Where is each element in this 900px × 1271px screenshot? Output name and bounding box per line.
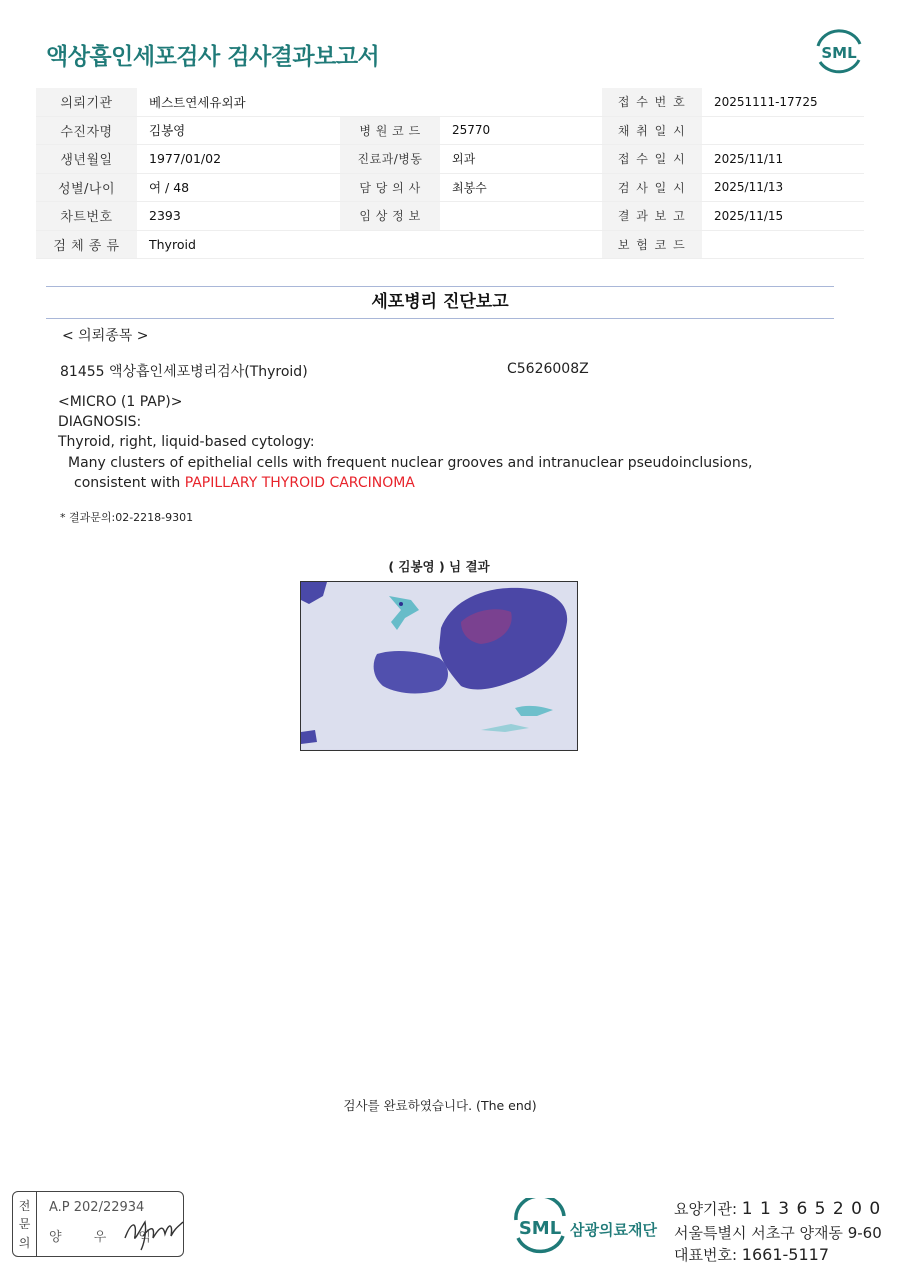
stamp-physician-name: 양 우 익 [49,1230,165,1245]
facility-code [674,1198,881,1219]
end-text: 검사를 완료하였습니다. (The end) [343,1098,537,1113]
address: 서울특별시 서초구 양재동 9-60 [674,1224,882,1242]
order-heading: < 의뢰종목 > [62,328,149,344]
stamp-side-char: 문 [18,1217,31,1232]
info-value: Thyroid [149,236,196,252]
info-label: 생년월일 [36,145,137,173]
diagnosis-line-2: Many clusters of epithelial cells with frequent nuclear grooves and intranuclear pseudoinclusions, [68,455,753,471]
section-divider-bottom [46,318,834,319]
phone-value: 1661-5117 [741,1245,830,1264]
patient-info-table [36,88,864,259]
info-value [702,231,864,259]
stamp-side [13,1192,37,1256]
info-label: 성별/나이 [36,174,137,202]
info-label: 접 수 번 호 [602,88,702,116]
sml-logo [812,28,866,76]
info-row [36,174,864,203]
facility-code-value: 1 1 3 6 5 2 0 0 [741,1199,882,1219]
diagnosis-result: PAPILLARY THYROID CARCINOMA [184,475,415,491]
info-label: 차트번호 [36,202,137,230]
diagnosis-line-3 [74,475,415,491]
pathologist-stamp [12,1191,184,1257]
info-label: 결 과 보 고 [602,202,702,230]
info-label: 담 당 의 사 [340,174,440,202]
info-row [36,145,864,174]
info-value: 최봉수 [452,180,487,195]
info-value [440,202,602,230]
info-label: 병 원 코 드 [340,117,440,145]
report-title: 액상흡인세포검사 검사결과보고서 [46,44,380,70]
phone-label: 대표번호: [674,1246,738,1264]
info-value: 2025/11/13 [714,180,784,195]
info-value: 베스트연세유외과 [149,94,246,110]
info-row [36,88,864,117]
info-label: 채 취 일 시 [602,117,702,145]
info-label: 보 험 코 드 [602,231,702,259]
inquiry-phone: * 결과문의:02-2218-9301 [60,511,194,524]
org-name: 삼광의료재단 [570,1221,657,1239]
sml-footer-logo-text: SML [518,1218,562,1239]
phone [674,1244,829,1265]
diagnosis-line-1: Thyroid, right, liquid-based cytology: [58,434,315,450]
info-label: 진료과/병동 [340,145,440,173]
info-row [36,231,864,260]
info-label: 의뢰기관 [36,88,137,116]
diagnosis-prefix: consistent with [74,475,181,491]
section-title: 세포병리 진단보고 [371,292,509,312]
info-value: 여 / 48 [149,180,190,196]
info-label: 수진자명 [36,117,137,145]
info-value: 외과 [452,152,476,167]
info-value: 2025/11/15 [714,208,784,223]
info-value: 20251111-17725 [714,94,818,109]
info-label: 임 상 정 보 [340,202,440,230]
diagnosis-label: DIAGNOSIS: [58,414,142,430]
info-row [36,202,864,231]
sml-footer-logo [510,1198,570,1254]
info-label: 접 수 일 시 [602,145,702,173]
info-value: 2025/11/11 [714,151,784,166]
stamp-side-char: 의 [18,1236,31,1251]
micro-label: <MICRO (1 PAP)> [58,394,183,410]
cytology-image [300,581,578,751]
info-value: 김봉영 [149,123,186,139]
info-value: 2393 [149,208,181,224]
info-value: 1977/01/02 [149,151,222,167]
info-row [36,117,864,146]
sml-logo-text: SML [821,44,857,62]
signature-icon [121,1208,185,1252]
info-value: 25770 [452,123,491,138]
order-id: C5626008Z [507,361,589,377]
order-code: 81455 액상흡인세포병리검사(Thyroid) [60,364,308,380]
image-caption: ( 김봉영 ) 님 결과 [388,559,490,574]
info-label: 검 사 일 시 [602,174,702,202]
stamp-license-code: A.P 202/22934 [49,1200,145,1215]
facility-code-label: 요양기관: [674,1200,738,1218]
stamp-side-char: 전 [18,1198,31,1213]
info-label: 검 체 종 류 [36,231,137,259]
cytology-image-graphic [301,582,576,749]
info-value [702,117,864,145]
